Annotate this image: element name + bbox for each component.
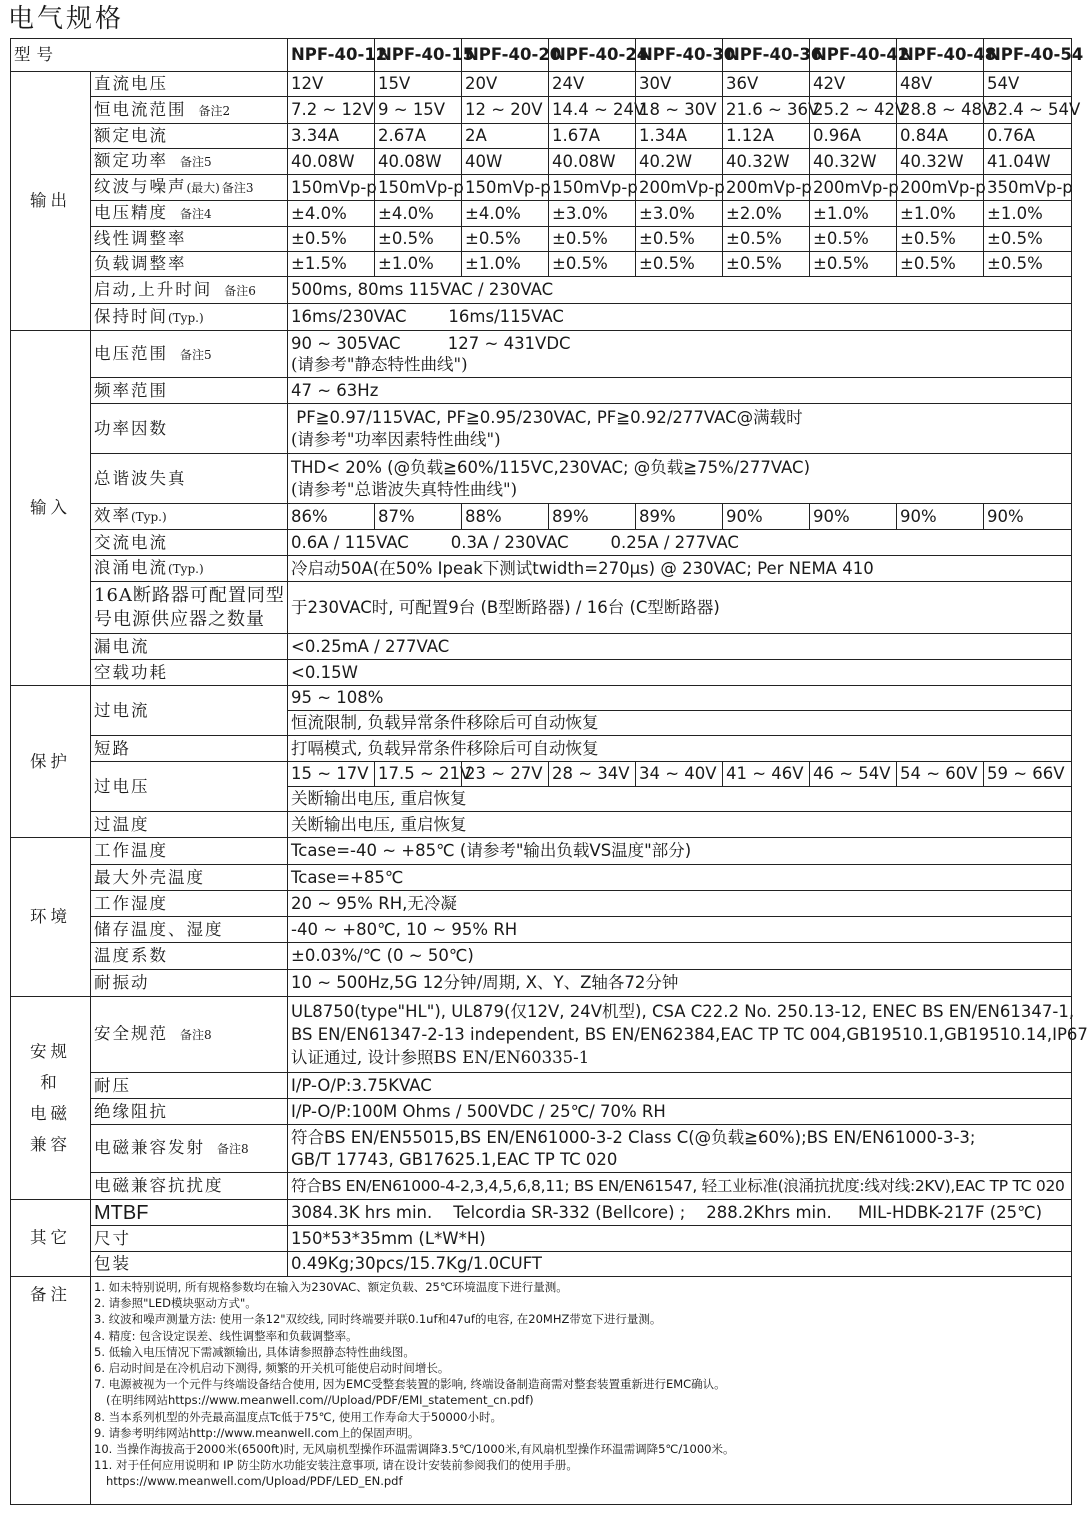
label-thd: 总谐波失真: [91, 454, 288, 504]
voltage-tolerance-value: ±4.0%: [288, 201, 375, 227]
line-regulation-value: ±0.5%: [288, 227, 375, 252]
efficiency-value: 86%: [288, 504, 375, 530]
label-over-temp: 过温度: [91, 812, 288, 838]
label-emc-emission: 电磁兼容发射 备注8: [91, 1125, 288, 1173]
label-packing: 包装: [91, 1252, 288, 1277]
model-name: NPF-40-15: [375, 39, 462, 72]
cc-range-value: 12 ~ 20V: [462, 97, 549, 124]
note-item: (在明纬网站https://www.meanwell.com//Upload/PDF/EMI_statement_cn.pdf): [106, 1393, 534, 1408]
dc-voltage-value: 42V: [810, 72, 897, 97]
label-load-regulation: 负载调整率: [91, 252, 288, 277]
label-cc-range: 恒电流范围 备注2: [91, 97, 288, 124]
note-item: 1. 如未特别说明, 所有规格参数均在输入为230VAC、额定负载、25℃环境温度下进行量测。: [94, 1280, 568, 1294]
label-overload: 过电流: [91, 686, 288, 736]
note-item: 2. 请参照"LED模块驱动方式"。: [94, 1296, 257, 1311]
cc-range-value: 28.8 ~ 48V: [897, 97, 984, 124]
dc-voltage-value: 48V: [897, 72, 984, 97]
label-rated-current: 额定电流: [91, 124, 288, 149]
load-regulation-value: ±0.5%: [897, 252, 984, 277]
model-name: NPF-40-12: [288, 39, 375, 72]
inrush-value: 冷启动50A(在50% Ipeak下测试twidth=270µs) @ 230VAC; Per NEMA 410: [288, 556, 1072, 582]
safety-standards-value: UL8750(type"HL"), UL879(仅12V, 24V机型), CSA C22.2 No. 250.13-12, ENEC BS EN/EN61347-1, BS EN/EN61347-2-13 independent, BS EN/EN62384,EAC TP TC 004,GB19510.1,GB19510.14,IP67 认证通过, 设计参照BS EN/EN60335-1: [288, 997, 1072, 1073]
efficiency-value: 89%: [636, 504, 723, 530]
model-name: NPF-40-36: [723, 39, 810, 72]
rated-power-value: 40.08W: [288, 149, 375, 175]
note-item: 8. 当本系列机型的外壳最高温度点Tc低于75℃, 使用工作寿命大于50000小时。: [94, 1409, 502, 1424]
ripple-value: 150mVp-p: [462, 175, 549, 201]
label-efficiency: 效率(Typ.): [91, 504, 288, 530]
dc-voltage-value: 24V: [549, 72, 636, 97]
efficiency-value: 88%: [462, 504, 549, 530]
efficiency-value: 90%: [984, 504, 1072, 530]
label-input-voltage: 电压范围 备注5: [91, 331, 288, 378]
efficiency-value: 90%: [897, 504, 984, 530]
cc-range-value: 7.2 ~ 12V: [288, 97, 375, 124]
over-voltage-value: 59 ~ 66V: [984, 762, 1072, 787]
note-item: 9. 请参考明纬网站http://www.meanwell.com上的保固声明。: [94, 1425, 420, 1440]
cc-range-value: 9 ~ 15V: [375, 97, 462, 124]
load-regulation-value: ±1.0%: [375, 252, 462, 277]
rated-power-value: 41.04W: [984, 149, 1072, 175]
label-withstand: 耐压: [91, 1073, 288, 1099]
dc-voltage-value: 54V: [984, 72, 1072, 97]
rated-current-value: 0.76A: [984, 124, 1072, 149]
ripple-value: 200mVp-p: [810, 175, 897, 201]
note-item: 7. 电源被视为一个元件与终端设备结合使用, 因为EMC受整套装置的影响, 终端设备制造商需对整套装置重新进行EMC确认。: [94, 1377, 726, 1392]
note-item: 4. 精度: 包含设定误差、线性调整率和负载调整率。: [94, 1328, 358, 1343]
rated-current-value: 0.96A: [810, 124, 897, 149]
voltage-tolerance-value: ±1.0%: [984, 201, 1072, 227]
over-voltage-value: 28 ~ 34V: [549, 762, 636, 787]
load-regulation-value: ±0.5%: [810, 252, 897, 277]
dc-voltage-value: 36V: [723, 72, 810, 97]
model-name: NPF-40-54: [984, 39, 1072, 72]
note-item: 6. 启动时间是在冷机启动下测得, 频繁的开关机可能使启动时间增长。: [94, 1361, 450, 1376]
line-regulation-value: ±0.5%: [549, 227, 636, 252]
ripple-value: 150mVp-p: [288, 175, 375, 201]
line-regulation-value: ±0.5%: [984, 227, 1072, 252]
ripple-value: 200mVp-p: [636, 175, 723, 201]
power-factor-value: PF≧0.97/115VAC, PF≧0.95/230VAC, PF≧0.92/277VAC@满载时 (请参考"功率因素特性曲线"): [288, 404, 1072, 454]
over-voltage-value: 34 ~ 40V: [636, 762, 723, 787]
label-over-voltage: 过电压: [91, 762, 288, 812]
rated-power-value: 40.08W: [549, 149, 636, 175]
voltage-tolerance-value: ±3.0%: [549, 201, 636, 227]
page-title: 电气规格: [8, 4, 125, 34]
efficiency-value: 90%: [723, 504, 810, 530]
label-inrush: 浪涌电流(Typ.): [91, 556, 288, 582]
label-no-load: 空载功耗: [91, 660, 288, 686]
label-mtbf: MTBF: [91, 1200, 288, 1226]
voltage-tolerance-value: ±1.0%: [897, 201, 984, 227]
label-storage: 储存温度、湿度: [91, 917, 288, 943]
rated-current-value: 3.34A: [288, 124, 375, 149]
model-header-row: [11, 39, 1072, 72]
label-emc-immunity: 电磁兼容抗扰度: [91, 1173, 288, 1200]
efficiency-value: 90%: [810, 504, 897, 530]
label-freq-range: 频率范围: [91, 378, 288, 404]
efficiency-value: 89%: [549, 504, 636, 530]
label-voltage-tolerance: 电压精度 备注4: [91, 201, 288, 227]
cc-range-value: 21.6 ~ 36V: [723, 97, 810, 124]
label-safety-standards: 安全规范 备注8: [91, 997, 288, 1073]
model-name: NPF-40-42: [810, 39, 897, 72]
rated-current-value: 2.67A: [375, 124, 462, 149]
emc-emission-value: 符合BS EN/EN55015,BS EN/EN61000-3-2 Class C(@负载≧60%);BS EN/EN61000-3-3; GB/T 17743, GB17625.1,EAC TP TC 020: [288, 1125, 1072, 1173]
line-regulation-value: ±0.5%: [375, 227, 462, 252]
line-regulation-value: ±0.5%: [897, 227, 984, 252]
rated-power-value: 40W: [462, 149, 549, 175]
ripple-value: 200mVp-p: [723, 175, 810, 201]
rated-power-value: 40.32W: [810, 149, 897, 175]
model-name: NPF-40-48: [897, 39, 984, 72]
over-voltage-value: 17.5 ~ 21V: [375, 762, 462, 787]
isolation-value: I/P-O/P:100M Ohms / 500VDC / 25℃/ 70% RH: [288, 1099, 1072, 1125]
load-regulation-value: ±1.0%: [462, 252, 549, 277]
label-isolation: 绝缘阻抗: [91, 1099, 288, 1125]
note-ref: 备注8: [180, 1028, 212, 1042]
model-name: NPF-40-24: [549, 39, 636, 72]
label-ac-current: 交流电流: [91, 530, 288, 556]
hold-up-value: 16ms/230VAC 16ms/115VAC: [288, 304, 1072, 331]
section-output: 输出: [11, 72, 91, 331]
load-regulation-value: ±0.5%: [549, 252, 636, 277]
load-regulation-value: ±0.5%: [723, 252, 810, 277]
note-ref: 备注8: [217, 1142, 249, 1156]
cc-range-value: 32.4 ~ 54V: [984, 97, 1072, 124]
ac-current-value: 0.6A / 115VAC 0.3A / 230VAC 0.25A / 277VAC: [288, 530, 1072, 556]
short-value: 打嗝模式, 负载异常条件移除后可自动恢复: [288, 736, 1072, 762]
dc-voltage-value: 12V: [288, 72, 375, 97]
label-working-humidity: 工作湿度: [91, 891, 288, 917]
label-dimension: 尺寸: [91, 1226, 288, 1252]
overload-value: 95 ~ 108%: [288, 686, 1072, 711]
load-regulation-value: ±1.5%: [288, 252, 375, 277]
note-item: 11. 对于任何应用说明和 IP 防尘防水功能安装注意事项, 请在设计安装前参阅我们的使用手册。: [94, 1458, 578, 1473]
section-safety-emc: 安规 和 电磁 兼容: [11, 997, 91, 1200]
mtbf-value: 3084.3K hrs min. Telcordia SR-332 (Bellcore) ; 288.2Khrs min. MIL-HDBK-217F (25℃): [288, 1200, 1072, 1226]
voltage-tolerance-value: ±4.0%: [462, 201, 549, 227]
model-name: NPF-40-30: [636, 39, 723, 72]
input-voltage-value: 90 ~ 305VAC 127 ~ 431VDC (请参考"静态特性曲线"): [288, 331, 1072, 378]
label-line-regulation: 线性调整率: [91, 227, 288, 252]
cc-range-value: 14.4 ~ 24V: [549, 97, 636, 124]
section-protection: 保护: [11, 686, 91, 838]
freq-range-value: 47 ~ 63Hz: [288, 378, 1072, 404]
section-notes: 备注: [11, 1277, 91, 1505]
storage-value: -40 ~ +80℃, 10 ~ 95% RH: [288, 917, 1072, 943]
label-power-factor: 功率因数: [91, 404, 288, 454]
rated-current-value: 0.84A: [897, 124, 984, 149]
note-ref: 备注3: [221, 181, 254, 195]
temp-coeff-value: ±0.03%/℃ (0 ~ 50℃): [288, 943, 1072, 970]
over-temp-value: 关断输出电压, 重启恢复: [288, 812, 1072, 838]
dc-voltage-value: 20V: [462, 72, 549, 97]
model-label: 型号: [11, 39, 288, 72]
rated-current-value: 1.34A: [636, 124, 723, 149]
spec-table: [10, 38, 1088, 1505]
label-working-temp: 工作温度: [91, 838, 288, 865]
withstand-value: I/P-O/P:3.75KVAC: [288, 1073, 1072, 1099]
breaker-value: 于230VAC时, 可配置9台 (B型断路器) / 16台 (C型断路器): [288, 582, 1072, 634]
voltage-tolerance-value: ±4.0%: [375, 201, 462, 227]
label-max-case-temp: 最大外壳温度: [91, 865, 288, 891]
voltage-tolerance-value: ±3.0%: [636, 201, 723, 227]
note-item: 3. 纹波和噪声测量方法: 使用一条12"双绞线, 同时终端要并联0.1uf和47uf的电容, 在20MHZ带宽下进行量测。: [94, 1312, 662, 1327]
label-ripple: 纹波与噪声(最大) 备注3: [91, 175, 288, 201]
over-voltage-value: 54 ~ 60V: [897, 762, 984, 787]
leakage-value: <0.25mA / 277VAC: [288, 634, 1072, 660]
line-regulation-value: ±0.5%: [723, 227, 810, 252]
over-voltage-value: 41 ~ 46V: [723, 762, 810, 787]
max-case-temp-value: Tcase=+85℃: [288, 865, 1072, 891]
section-input: 输入: [11, 331, 91, 686]
notes-list: [91, 1277, 1072, 1505]
label-setup-rise: 启动,上升时间 备注6: [91, 277, 288, 304]
note-ref: 备注4: [180, 207, 212, 221]
rated-power-value: 40.08W: [375, 149, 462, 175]
vibration-value: 10 ~ 500Hz,5G 12分钟/周期, X、Y、Z轴各72分钟: [288, 970, 1072, 997]
rated-power-value: 40.32W: [897, 149, 984, 175]
label-short: 短路: [91, 736, 288, 762]
thd-value: THD< 20% (@负载≧60%/115VC,230VAC; @负载≧75%/277VAC) (请参考"总谐波失真特性曲线"): [288, 454, 1072, 504]
note-item: 10. 当操作海拔高于2000米(6500ft)时, 无风扇机型操作环温需调降3.5℃/1000米,有风扇机型操作环温需调降5℃/1000米。: [94, 1442, 735, 1457]
line-regulation-value: ±0.5%: [636, 227, 723, 252]
dimension-value: 150*53*35mm (L*W*H): [288, 1226, 1072, 1252]
section-others: 其它: [11, 1200, 91, 1277]
line-regulation-value: ±0.5%: [810, 227, 897, 252]
label-vibration: 耐振动: [91, 970, 288, 997]
working-humidity-value: 20 ~ 95% RH,无冷凝: [288, 891, 1072, 917]
over-voltage-desc: 关断输出电压, 重启恢复: [288, 787, 1072, 812]
rated-power-value: 40.2W: [636, 149, 723, 175]
rated-current-value: 1.12A: [723, 124, 810, 149]
model-name: NPF-40-20: [462, 39, 549, 72]
working-temp-value: Tcase=-40 ~ +85℃ (请参考"输出负载VS温度"部分): [288, 838, 1072, 865]
label-leakage: 漏电流: [91, 634, 288, 660]
label-breaker: 16A断路器可配置同型 号电源供应器之数量: [91, 582, 288, 634]
label-hold-up: 保持时间(Typ.): [91, 304, 288, 331]
overload-desc: 恒流限制, 负载异常条件移除后可自动恢复: [288, 711, 1072, 736]
label-rated-power: 额定功率 备注5: [91, 149, 288, 175]
section-environment: 环境: [11, 838, 91, 997]
note-link[interactable]: https://www.meanwell.com/Upload/PDF/LED_EN.pdf: [106, 1474, 403, 1489]
note-item: 5. 低输入电压情况下需减额输出, 具体请参照静态特性曲线图。: [94, 1344, 415, 1359]
efficiency-value: 87%: [375, 504, 462, 530]
load-regulation-value: ±0.5%: [984, 252, 1072, 277]
no-load-value: <0.15W: [288, 660, 1072, 686]
rated-power-value: 40.32W: [723, 149, 810, 175]
ripple-value: 150mVp-p: [375, 175, 462, 201]
note-ref: 备注5: [180, 347, 212, 362]
over-voltage-value: 46 ~ 54V: [810, 762, 897, 787]
cc-range-value: 25.2 ~ 42V: [810, 97, 897, 124]
ripple-value: 200mVp-p: [897, 175, 984, 201]
dc-voltage-value: 15V: [375, 72, 462, 97]
over-voltage-value: 23 ~ 27V: [462, 762, 549, 787]
cc-range-value: 18 ~ 30V: [636, 97, 723, 124]
rated-current-value: 1.67A: [549, 124, 636, 149]
ripple-value: 350mVp-p: [984, 175, 1072, 201]
label-temp-coeff: 温度系数: [91, 943, 288, 970]
note-ref: 备注5: [180, 155, 212, 169]
load-regulation-value: ±0.5%: [636, 252, 723, 277]
over-voltage-value: 15 ~ 17V: [288, 762, 375, 787]
ripple-value: 150mVp-p: [549, 175, 636, 201]
voltage-tolerance-value: ±1.0%: [810, 201, 897, 227]
dc-voltage-value: 30V: [636, 72, 723, 97]
note-ref: 备注6: [224, 283, 256, 298]
label-dc-voltage: 直流电压: [91, 72, 288, 97]
voltage-tolerance-value: ±2.0%: [723, 201, 810, 227]
rated-current-value: 2A: [462, 124, 549, 149]
emc-immunity-value: 符合BS EN/EN61000-4-2,3,4,5,6,8,11; BS EN/EN61547, 轻工业标准(浪涌抗扰度:线对线:2KV),EAC TP TC 020: [288, 1173, 1072, 1200]
packing-value: 0.49Kg;30pcs/15.7Kg/1.0CUFT: [288, 1252, 1072, 1277]
setup-rise-value: 500ms, 80ms 115VAC / 230VAC: [288, 277, 1072, 304]
note-ref: 备注2: [198, 103, 231, 118]
line-regulation-value: ±0.5%: [462, 227, 549, 252]
